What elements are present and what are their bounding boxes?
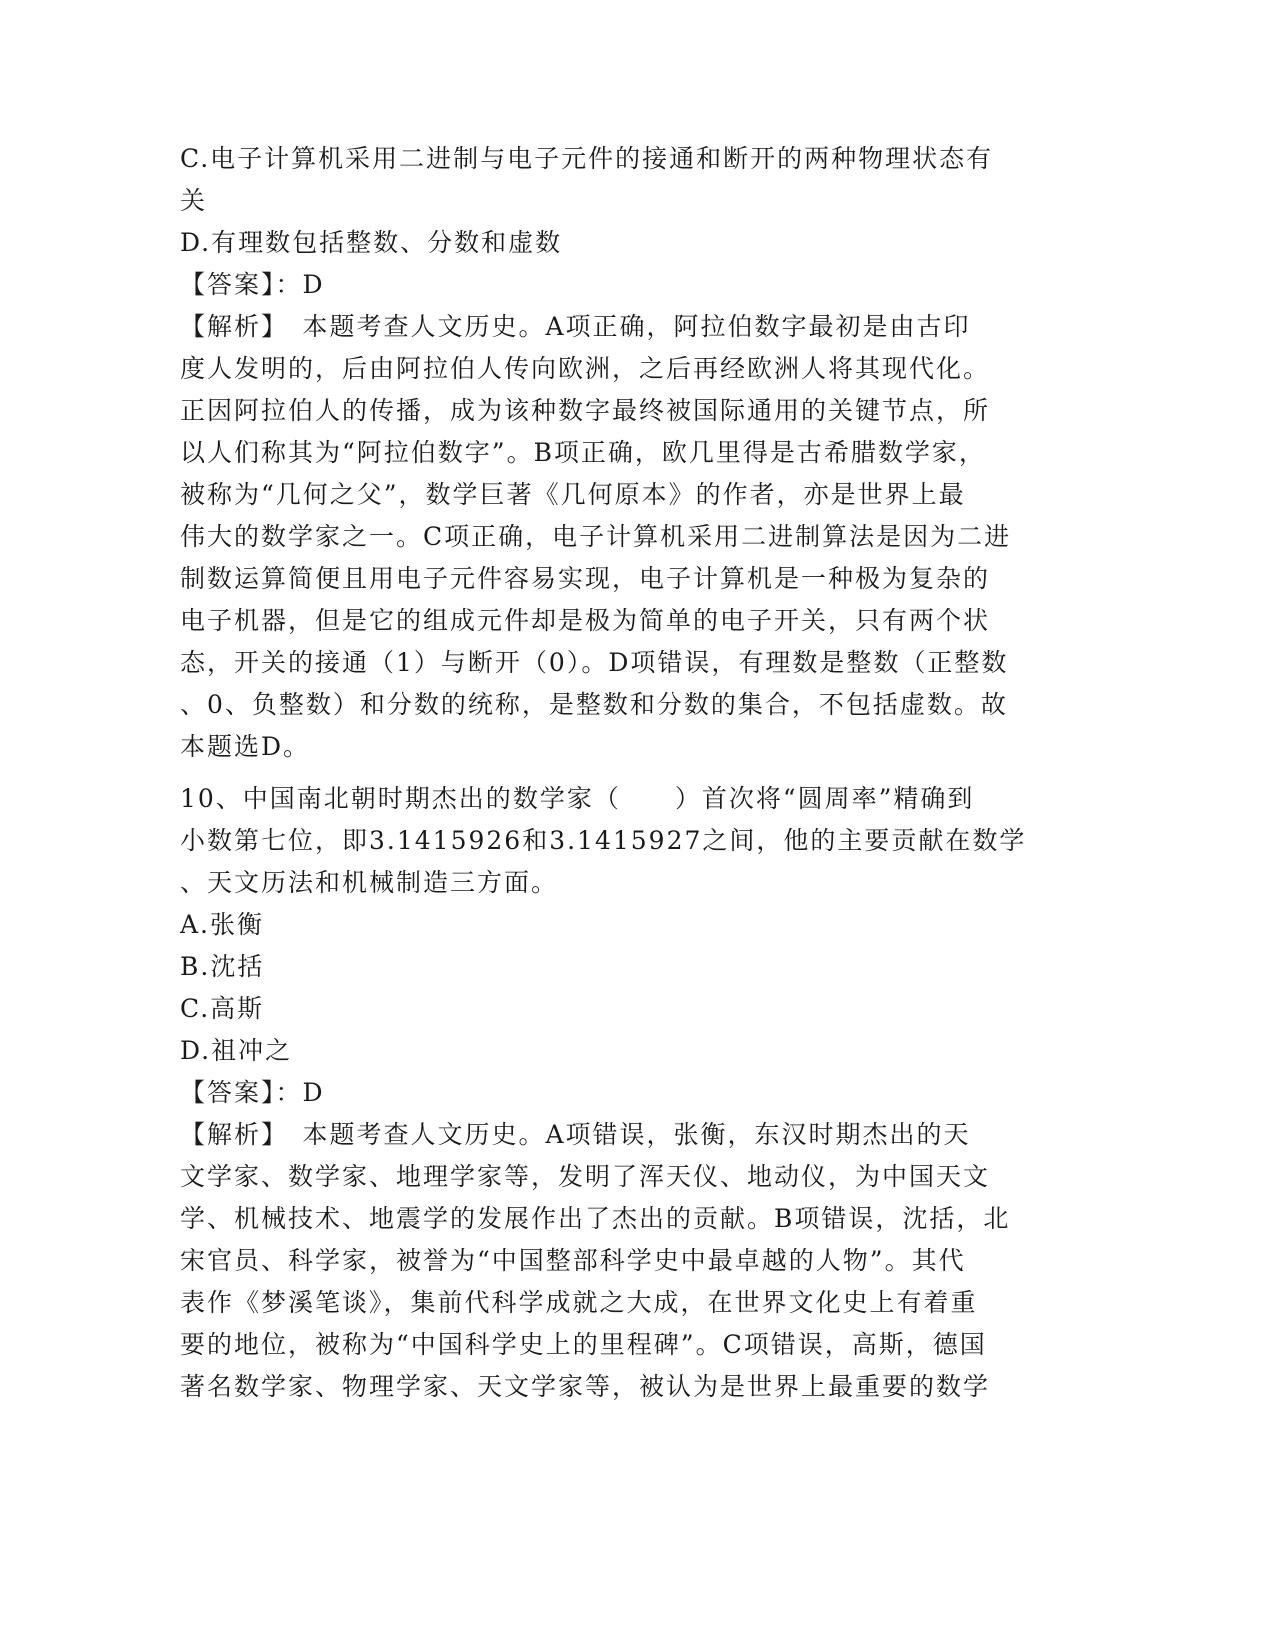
q10-analysis-line: 学、机械技术、地震学的发展作出了杰出的贡献。B项错误，沈括，北 <box>180 1204 1011 1233</box>
q10-option-d: D.祖冲之 <box>180 1036 293 1065</box>
q10-analysis-line: 表作《梦溪笔谈》，集前代科学成就之大成，在世界文化史上有着重 <box>180 1288 978 1317</box>
q9-analysis-line: 制数运算简便且用电子元件容易实现，电子计算机是一种极为复杂的 <box>180 564 991 593</box>
q9-option-c-line: 关 <box>180 186 208 215</box>
q9-analysis-line: 伟大的数学家之一。C项正确，电子计算机采用二进制算法是因为二进 <box>180 522 1012 551</box>
q9-analysis-line: 、0、负整数）和分数的统称，是整数和分数的集合，不包括虚数。故 <box>180 690 1008 719</box>
q10-options <box>180 904 1040 1072</box>
q10-analysis-line: 著名数学家、物理学家、天文学家等，被认为是世界上最重要的数学 <box>180 1372 991 1401</box>
q10-option-c: C.高斯 <box>180 994 265 1023</box>
q9-analysis-line: 正因阿拉伯人的传播，成为该种数字最终被国际通用的关键节点，所 <box>180 396 991 425</box>
q9-analysis-line: 电子机器，但是它的组成元件却是极为简单的电子开关，只有两个状 <box>180 606 991 635</box>
document-page <box>180 138 1040 1408</box>
q10-question <box>180 778 1040 904</box>
q9-option-c <box>180 138 1040 222</box>
q9-option-d <box>180 222 1040 264</box>
q9-answer <box>180 264 1040 306</box>
q9-analysis-line: 本题选D。 <box>180 732 311 761</box>
q9-option-d-text: D.有理数包括整数、分数和虚数 <box>180 228 563 257</box>
q9-analysis <box>180 306 1040 768</box>
q9-answer-text: 【答案】：D <box>180 270 325 299</box>
q9-analysis-line: 态，开关的接通（1）与断开（0）。D项错误，有理数是整数（正整数 <box>180 648 1009 677</box>
q10-answer-text: 【答案】：D <box>180 1078 325 1107</box>
q10-analysis-line: 【解析】 本题考查人文历史。A项错误，张衡，东汉时期杰出的天 <box>180 1120 971 1149</box>
q10-analysis-line: 宋官员、科学家，被誉为“中国整部科学史中最卓越的人物”。其代 <box>180 1246 966 1275</box>
q10-option-b: B.沈括 <box>180 952 265 981</box>
q10-answer <box>180 1072 1040 1114</box>
q10-analysis <box>180 1114 1040 1408</box>
q9-option-c-line: C.电子计算机采用二进制与电子元件的接通和断开的两种物理状态有 <box>180 144 994 173</box>
q10-analysis-line: 文学家、数学家、地理学家等，发明了浑天仪、地动仪，为中国天文 <box>180 1162 991 1191</box>
q10-question-line: 小数第七位，即3.1415926和3.1415927之间，他的主要贡献在数学 <box>180 826 1027 855</box>
q9-analysis-line: 【解析】 本题考查人文历史。A项正确，阿拉伯数字最初是由古印 <box>180 312 971 341</box>
q10-option-a: A.张衡 <box>180 910 265 939</box>
q9-analysis-line: 度人发明的，后由阿拉伯人传向欧洲，之后再经欧洲人将其现代化。 <box>180 354 991 383</box>
q9-analysis-line: 被称为“几何之父”，数学巨著《几何原本》的作者，亦是世界上最 <box>180 480 966 509</box>
q10-question-line: 、天文历法和机械制造三方面。 <box>180 868 559 897</box>
q10-question-line: 10、中国南北朝时期杰出的数学家（ ）首次将“圆周率”精确到 <box>180 784 975 813</box>
question-separator <box>180 768 1040 778</box>
q9-analysis-line: 以人们称其为“阿拉伯数字”。B项正确，欧几里得是古希腊数学家， <box>180 438 986 467</box>
q10-analysis-line: 要的地位，被称为“中国科学史上的里程碑”。C项错误，高斯，德国 <box>180 1330 987 1359</box>
